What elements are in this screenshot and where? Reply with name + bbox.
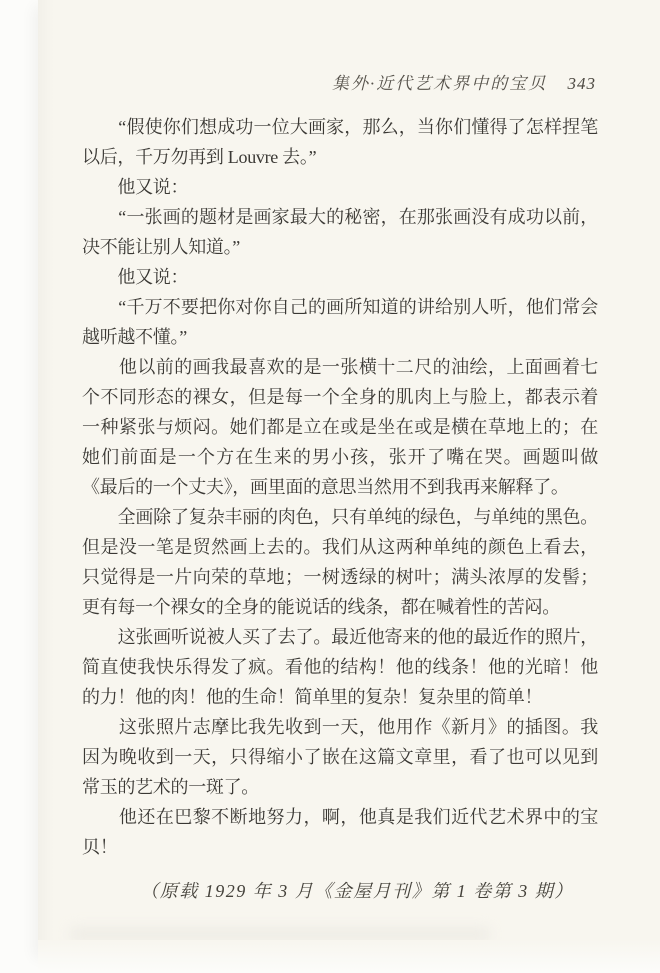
- text-line: 的力！他的肉！他的生命！简单里的复杂！复杂里的简单！: [82, 687, 543, 707]
- text-line: 但是没一笔是贸然画上去的。我们从这两种单纯的颜色上看去，: [82, 537, 598, 557]
- paragraph: [82, 292, 598, 352]
- paragraph: [82, 712, 598, 802]
- paragraph: [82, 112, 598, 172]
- paragraph: [82, 262, 598, 292]
- text-line: 个不同形态的裸女，但是每一个全身的肌肉上与脸上，都表示着: [82, 387, 598, 407]
- text-line: 他又说：: [82, 267, 189, 287]
- paragraph: [82, 172, 598, 202]
- paragraph: [82, 202, 598, 262]
- paragraph: [82, 352, 598, 502]
- citation-line: （原载 1929 年 3 月《金屋月刊》第 1 卷第 3 期）: [140, 881, 574, 901]
- text-line: 他又说：: [82, 177, 189, 197]
- text-line: 只觉得是一片向荣的草地；一树透绿的树叶；满头浓厚的发髻；: [82, 567, 598, 587]
- text-line: 决不能让别人知道。”: [82, 237, 240, 257]
- text-line: 越听越不懂。”: [82, 327, 187, 347]
- text-line: 这张照片志摩比我先收到一天，他用作《新月》的插图。我: [82, 717, 598, 737]
- text-line: 这张画听说被人买了去了。最近他寄来的他的最近作的照片，: [82, 627, 598, 647]
- text-line: “假使你们想成功一位大画家，那么，当你们懂得了怎样捏笔: [82, 117, 598, 137]
- paragraph: [82, 802, 598, 862]
- paragraph: [82, 622, 598, 712]
- page-number: 343: [567, 74, 596, 93]
- text-line: 因为晚收到一天，只得缩小了嵌在这篇文章里，看了也可以见到: [82, 747, 598, 767]
- running-header-title: 集外·近代艺术界中的宝贝: [332, 74, 548, 93]
- text-line: 全画除了复杂丰丽的肉色，只有单纯的绿色，与单纯的黑色。: [82, 507, 598, 527]
- running-header: [332, 72, 596, 96]
- text-line: 《最后的一个丈夫》，画里面的意思当然用不到我再来解释了。: [82, 477, 569, 497]
- text-line: 更有每一个裸女的全身的能说话的线条，都在喊着性的苦闷。: [82, 597, 560, 617]
- text-line: “一张画的题材是画家最大的秘密，在那张画没有成功以前，: [82, 207, 598, 227]
- page-body: [82, 112, 598, 862]
- text-line: 他还在巴黎不断地努力，啊，他真是我们近代艺术界中的宝: [82, 807, 598, 827]
- text-line: 贝！: [82, 837, 118, 857]
- text-line: 简直使我快乐得发了疯。看他的结构！他的线条！他的光暗！他: [82, 657, 598, 677]
- page-bottom-edge: [38, 940, 660, 973]
- text-line: 一种紧张与烦闷。她们都是立在或是坐在或是横在草地上的；在: [82, 417, 598, 437]
- text-line: 她们前面是一个方在生来的男小孩，张开了嘴在哭。画题叫做: [82, 447, 598, 467]
- text-line: 他以前的画我最喜欢的是一张横十二尺的油绘，上面画着七: [82, 357, 598, 377]
- text-line: 以后，千万勿再到 Louvre 去。”: [82, 147, 317, 167]
- text-line: 常玉的艺术的一斑了。: [82, 777, 259, 797]
- text-line: “千万不要把你对你自己的画所知道的讲给别人听，他们常会: [82, 297, 598, 317]
- paragraph: [82, 502, 598, 622]
